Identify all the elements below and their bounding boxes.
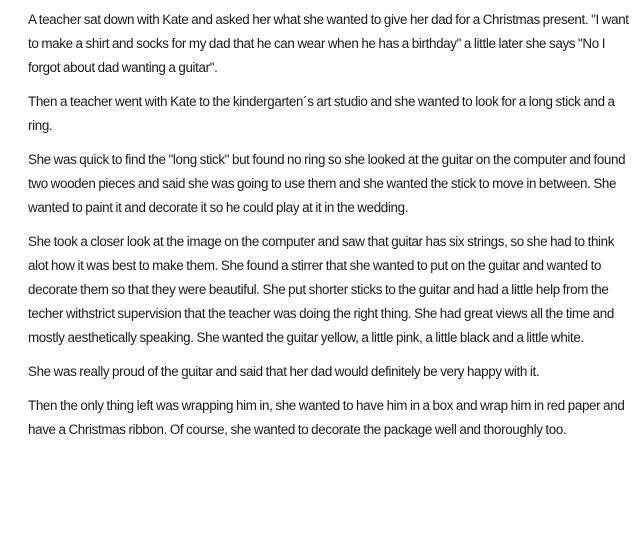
paragraph-5: She was really proud of the guitar and said that her dad would definitely be very happy with it. bbox=[28, 364, 540, 379]
document-body bbox=[28, 8, 636, 452]
paragraph-6: Then the only thing left was wrapping him in, she wanted to have him in a box and wrap him in red paper and have a Christmas ribbon. Of course, she wanted to decorate the package well and thoroughly too. bbox=[28, 398, 625, 437]
paragraph-3: She was quick to find the "long stick" but found no ring so she looked at the guitar on the computer and found two wooden pieces and said she was going to use them and she wanted the stick to move in between. She wanted to paint it and decorate it so he could play at it in the wedding. bbox=[28, 152, 626, 215]
paragraph-4: She took a closer look at the image on the computer and saw that guitar has six strings, so she had to think alot how it was best to make them. She found a stirrer that she wanted to put on the guitar and wanted to decorate them so that they were beautiful. She put shorter sticks to the guitar and had a little help from the techer withstrict supervision that the teacher was doing the right thing. She had great views all the time and mostly aesthetically speaking. She wanted the guitar yellow, a little pink, a little black and a little white. bbox=[28, 234, 615, 345]
paragraph-1: A teacher sat down with Kate and asked her what she wanted to give her dad for a Christmas present. "I want to make a shirt and socks for my dad that he can wear when he has a birthday" a little later she says "No I forgot about dad wanting a guitar". bbox=[28, 12, 629, 75]
paragraph-2: Then a teacher went with Kate to the kindergarten´s art studio and she wanted to look for a long stick and a ring. bbox=[28, 94, 615, 133]
